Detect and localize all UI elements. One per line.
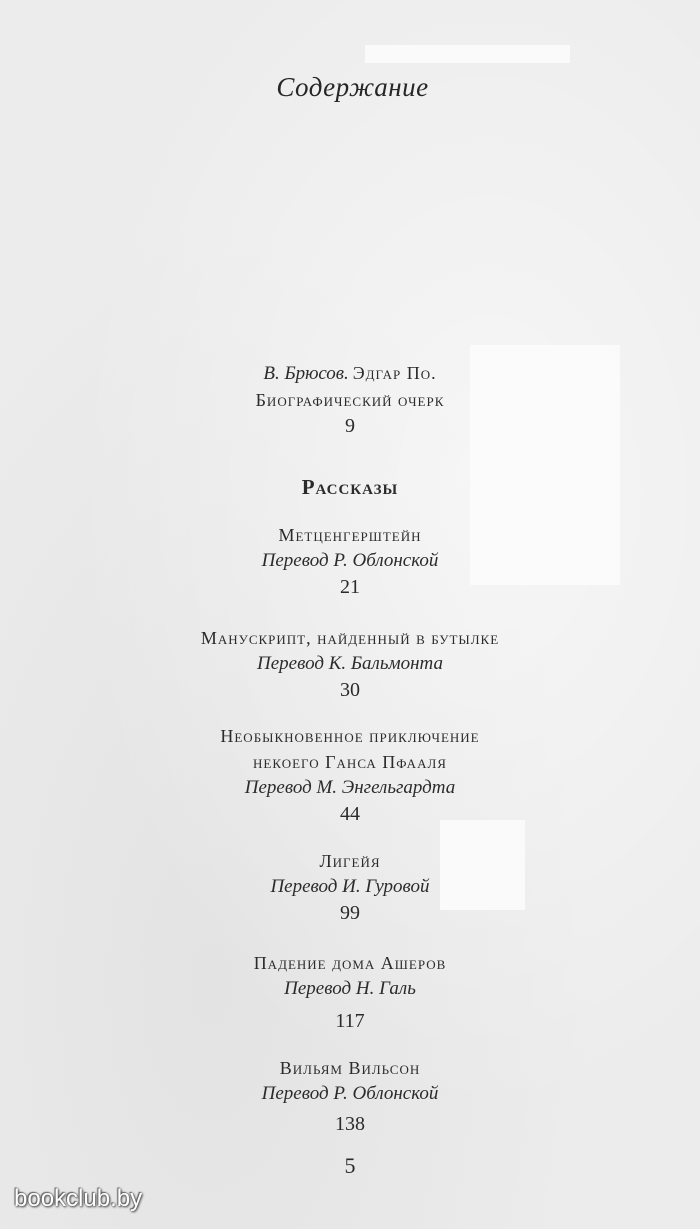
toc-entry <box>0 950 700 1034</box>
entry-title: Вильям Вильсон <box>279 1058 421 1078</box>
toc-entry <box>0 625 700 703</box>
section-heading: Рассказы <box>301 475 399 499</box>
entry-title-cont: некоего Ганса Пфааля <box>253 752 447 772</box>
entry-title: Манускрипт, найденный в бутылке <box>200 628 500 648</box>
entry-title: Лигейя <box>319 851 381 871</box>
entry-title: Падение дома Ашеров <box>253 953 447 973</box>
toc-entry <box>0 522 700 600</box>
paper-highlight <box>365 45 570 63</box>
toc-entry <box>0 1055 700 1137</box>
intro-page: 9 <box>345 415 355 437</box>
entry-page: 21 <box>340 576 360 598</box>
entry-translator: Перевод К. Бальмонта <box>257 653 443 674</box>
contents-heading: Содержание <box>276 72 429 102</box>
entry-translator: Перевод И. Гуровой <box>270 876 430 897</box>
entry-page: 117 <box>335 1010 365 1032</box>
entry-title: Необыкновенное приключение <box>220 726 480 746</box>
entry-page: 138 <box>335 1113 365 1135</box>
entry-page: 99 <box>340 902 360 924</box>
entry-translator: Перевод Н. Галь <box>284 978 416 999</box>
entry-page: 30 <box>340 679 360 701</box>
entry-page: 44 <box>340 803 360 825</box>
entry-title: Метценгерштейн <box>278 525 422 545</box>
entry-translator: Перевод Р. Облонской <box>261 550 439 571</box>
entry-translator: Перевод Р. Облонской <box>261 1083 439 1104</box>
watermark-logo: bookclub.by <box>14 1185 143 1212</box>
intro-title-a: Эдгар По. <box>352 363 437 383</box>
entry-translator: Перевод М. Энгельгардта <box>244 777 456 798</box>
page-number: 5 <box>344 1153 356 1178</box>
intro-title-b: Биографический очерк <box>255 390 445 410</box>
intro-entry <box>0 360 700 439</box>
toc-entry <box>0 723 700 827</box>
intro-author: В. Брюсов. <box>263 363 349 384</box>
toc-entry <box>0 848 700 926</box>
